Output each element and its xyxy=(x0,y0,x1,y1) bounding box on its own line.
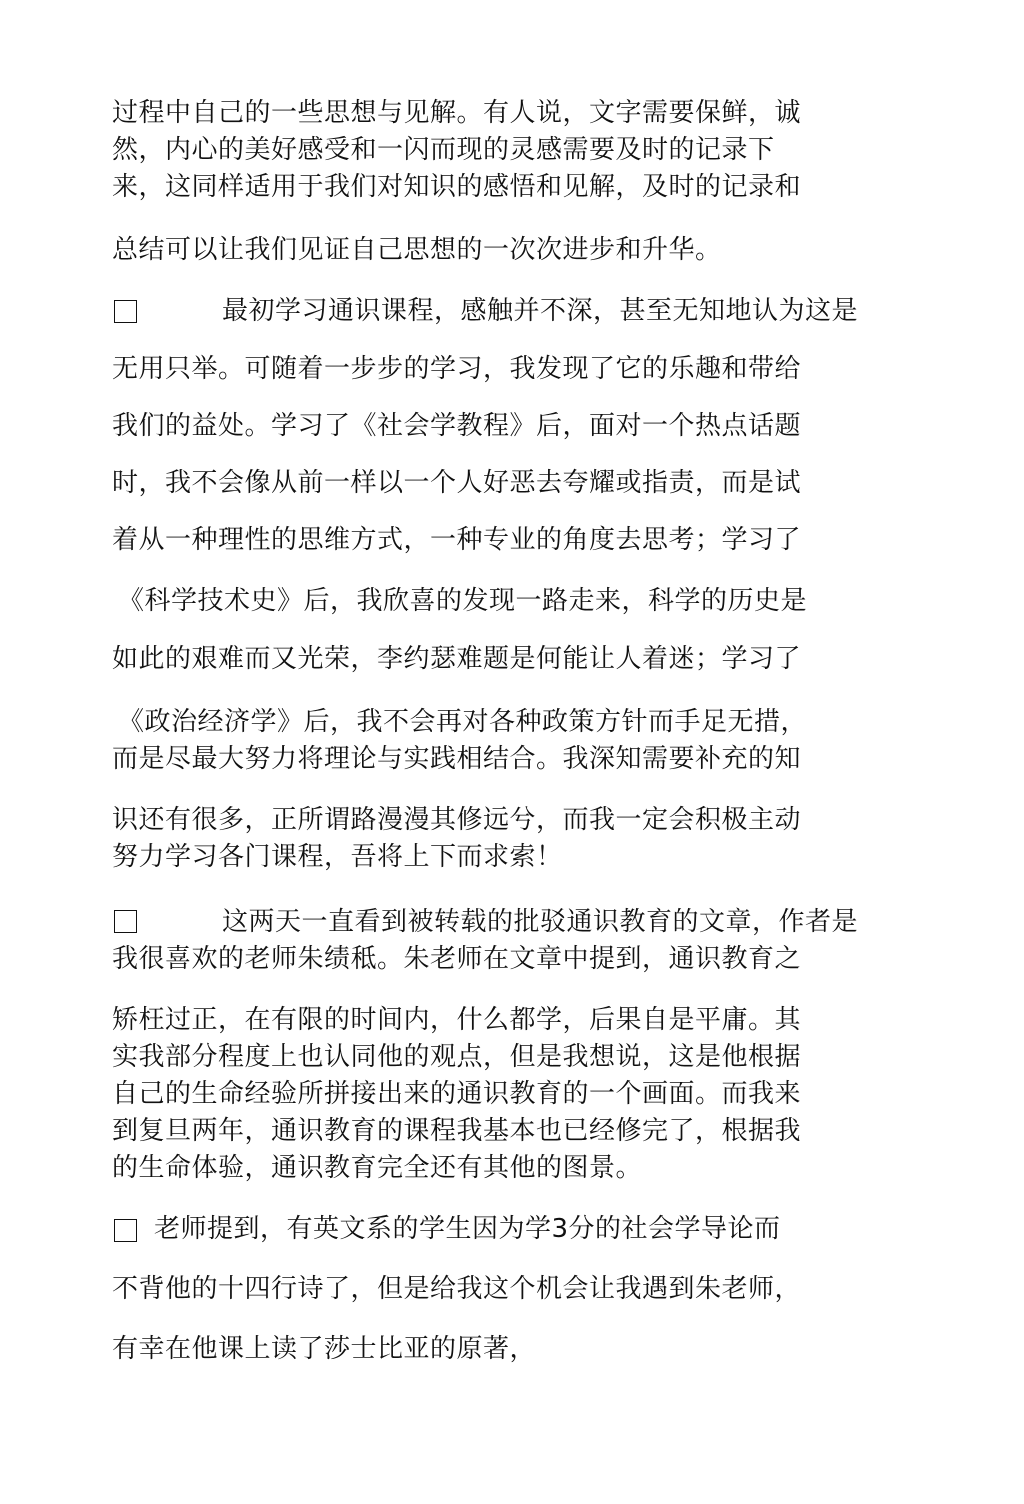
text-line: 然，内心的美好感受和一闪而现的灵感需要及时的记录下 xyxy=(112,135,775,165)
text-line: 老师提到，有英文系的学生因为学3分的社会学导论而 xyxy=(154,1214,781,1244)
text-line: 的生命体验，通识教育完全还有其他的图景。 xyxy=(112,1153,643,1183)
checkbox-icon xyxy=(114,300,137,323)
text-line: 识还有很多，正所谓路漫漫其修远兮，而我一定会积极主动 xyxy=(112,805,802,835)
text-line: 有幸在他课上读了莎士比亚的原著， xyxy=(112,1334,537,1364)
text-line: 《科学技术史》后，我欣喜的发现一路走来，科学的历史是 xyxy=(118,586,808,616)
text-line: 矫枉过正，在有限的时间内，什么都学，后果自是平庸。其 xyxy=(112,1005,802,1035)
text-line: 努力学习各门课程，吾将上下而求索！ xyxy=(112,842,563,872)
text-line: 而是尽最大努力将理论与实践相结合。我深知需要补充的知 xyxy=(112,744,802,774)
text-line: 着从一种理性的思维方式，一种专业的角度去思考；学习了 xyxy=(112,525,802,555)
text-line: 无用只举。可随着一步步的学习，我发现了它的乐趣和带给 xyxy=(112,354,802,384)
text-line: 《政治经济学》后，我不会再对各种政策方针而手足无措， xyxy=(118,707,808,737)
text-line: 不背他的十四行诗了，但是给我这个机会让我遇到朱老师， xyxy=(112,1274,802,1304)
text-line: 来，这同样适用于我们对知识的感悟和见解，及时的记录和 xyxy=(112,172,802,202)
checkbox-icon xyxy=(114,1219,137,1242)
text-line: 最初学习通识课程，感触并不深，甚至无知地认为这是 xyxy=(222,296,859,326)
text-line: 实我部分程度上也认同他的观点，但是我想说，这是他根据 xyxy=(112,1042,802,1072)
text-line: 我很喜欢的老师朱绩秪。朱老师在文章中提到，通识教育之 xyxy=(112,944,802,974)
text-line: 这两天一直看到被转载的批驳通识教育的文章，作者是 xyxy=(222,907,859,937)
checkbox-icon xyxy=(114,910,137,933)
text-line: 过程中自己的一些思想与见解。有人说，文字需要保鲜，诚 xyxy=(112,98,802,128)
text-line: 时，我不会像从前一样以一个人好恶去夸耀或指责，而是试 xyxy=(112,468,802,498)
text-line: 自己的生命经验所拼接出来的通识教育的一个画面。而我来 xyxy=(112,1079,802,1109)
text-line: 到复旦两年，通识教育的课程我基本也已经修完了，根据我 xyxy=(112,1116,802,1146)
text-line: 如此的艰难而又光荣，李约瑟难题是何能让人着迷；学习了 xyxy=(112,644,802,674)
text-line: 总结可以让我们见证自己思想的一次次进步和升华。 xyxy=(112,235,722,265)
text-line: 我们的益处。学习了《社会学教程》后，面对一个热点话题 xyxy=(112,411,802,441)
